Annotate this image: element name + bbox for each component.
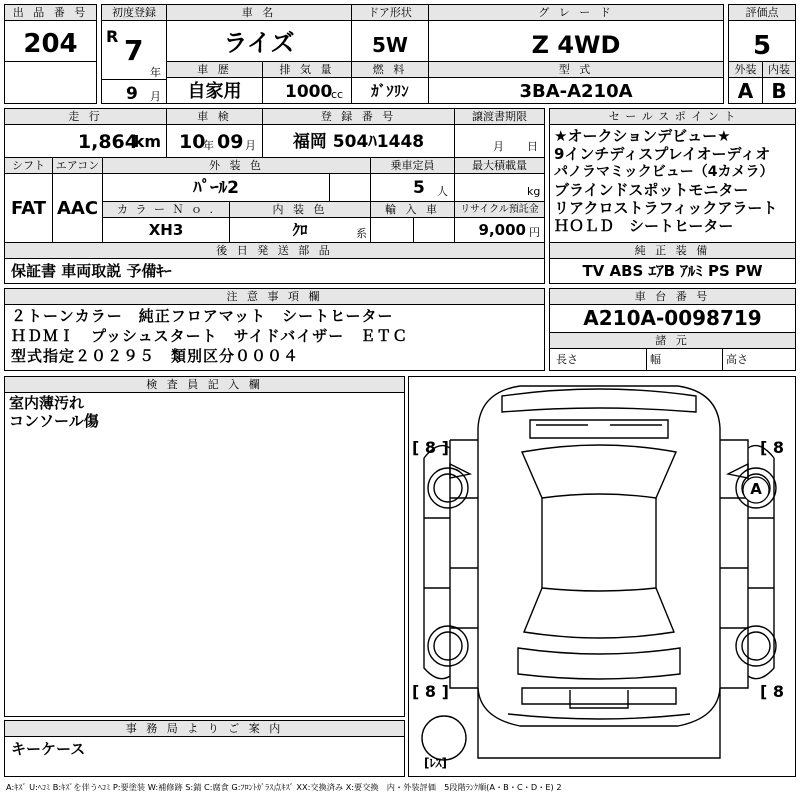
inspector-label: 検 査 員 記 入 欄	[5, 377, 404, 393]
shift-box	[4, 157, 53, 243]
notes-label: 注 意 事 項 欄	[5, 289, 544, 305]
transfer-box	[454, 108, 545, 158]
notes-box	[4, 288, 545, 371]
year-unit: 年	[150, 66, 161, 79]
car-body-diagram	[410, 378, 794, 775]
recycle-fee: 9,000	[478, 221, 526, 239]
model-label: 型 式	[429, 62, 723, 78]
recycle-unit: 円	[529, 226, 540, 239]
score: 5	[752, 31, 772, 61]
model-code: 3BA-A210A	[519, 81, 633, 102]
inspection-month-unit: 月	[245, 139, 256, 152]
notes-line: ＨＤＭＩ プッシュスタート サイドバイザー ＥＴＣ	[11, 327, 409, 345]
int-color-box	[229, 201, 371, 243]
inspector-note: コンソール傷	[9, 412, 99, 430]
height-label: 高さ	[726, 353, 748, 366]
car-name: ライズ	[223, 29, 295, 57]
sales-points-label: セ ー ル ス ポ イ ン ト	[550, 109, 795, 125]
notes-line: ２トーンカラー 純正フロアマット シートヒーター	[11, 307, 394, 325]
ac-label: エアコン	[53, 158, 102, 174]
displacement-box	[262, 61, 352, 104]
first-reg-month: 9	[126, 84, 138, 104]
damage-mark: A	[750, 480, 762, 498]
transfer-label: 譲渡書期限	[455, 109, 544, 125]
inspection-box	[166, 108, 263, 158]
tire-rear-left: [ 8 ]	[412, 682, 449, 701]
transfer-day-unit: 日	[527, 140, 538, 153]
grade-label: グ レ ー ド	[429, 5, 723, 21]
interior-color: ｸﾛ	[292, 221, 308, 239]
door-type: 5W	[372, 33, 408, 57]
history-box	[166, 61, 263, 104]
import-label: 輸 入 車	[371, 202, 454, 218]
door-box	[351, 4, 429, 62]
exterior-color: ﾊﾟｰﾙ2	[193, 178, 239, 198]
score-box	[728, 4, 796, 62]
recycle-label: リサイクル預託金	[455, 202, 544, 218]
import-box	[370, 201, 455, 243]
sales-point-line: ★オークションデビュー★	[554, 127, 731, 145]
fuel: ｶﾞｿﾘﾝ	[371, 82, 409, 100]
lot-number-lower	[4, 61, 97, 104]
capacity: 5	[413, 178, 425, 198]
later-parts: 保証書 車両取説 予備ｷｰ	[11, 262, 172, 280]
interior-grade: B	[771, 79, 787, 103]
shift: FAT	[10, 198, 47, 219]
chassis-box	[549, 288, 796, 371]
displacement-label: 排 気 量	[263, 62, 351, 78]
color-label: 外 装 色	[103, 158, 370, 174]
office-box	[4, 720, 405, 777]
chassis-number: A210A-0098719	[583, 306, 762, 330]
car-name-label: 車 名	[167, 5, 351, 21]
later-parts-box	[4, 242, 545, 284]
mileage-label: 走 行	[5, 109, 166, 125]
int-color-label: 内 装 色	[230, 202, 370, 218]
width-label: 幅	[650, 353, 661, 366]
plate-number: 福岡 504ﾊ1448	[292, 132, 425, 152]
equipment-label: 純 正 装 備	[550, 243, 795, 259]
dims-label: 諸 元	[550, 332, 795, 349]
inspector-box	[4, 376, 405, 717]
color-no-label: カ ラ ー Ｎ ｏ .	[103, 202, 229, 218]
color-box	[102, 157, 371, 202]
sales-point-line: 9インチディスプレイオーディオ	[554, 145, 771, 163]
lot-number-label: 出 品 番 号	[5, 5, 96, 21]
capacity-box	[370, 157, 455, 202]
tire-front-left: [ 8 ]	[412, 438, 449, 457]
car-name-box	[166, 4, 352, 62]
sales-point-line: ＨＯＬＤ シートヒーター	[554, 217, 734, 235]
fuel-label: 燃 料	[352, 62, 428, 78]
interior-label: 内装	[763, 62, 795, 78]
grade-box	[428, 4, 724, 62]
color-number: XH3	[148, 221, 184, 239]
first-reg-box	[101, 4, 167, 104]
month-unit: 月	[150, 90, 161, 103]
load-label: 最大積載量	[455, 158, 544, 174]
inspection-label: 車 検	[167, 109, 262, 125]
history-label: 車 歴	[167, 62, 262, 78]
office-note: キーケース	[11, 740, 86, 758]
recycle-box	[454, 201, 545, 243]
fuel-box	[351, 61, 429, 104]
sales-point-line: リアクロストラフィックアラート	[554, 199, 778, 217]
mileage-unit: km	[133, 132, 161, 151]
spare-tire-label: [ﾚｽ]	[424, 756, 447, 770]
length-label: 長さ	[556, 353, 578, 366]
load-unit: kg	[527, 185, 541, 198]
load-box	[454, 157, 545, 202]
interior-color-unit: 系	[356, 227, 367, 240]
history: 自家用	[187, 81, 242, 102]
first-reg-year: 7	[124, 34, 144, 67]
color-no-box	[102, 201, 230, 243]
capacity-label: 乗車定員	[371, 158, 454, 174]
legend: A:ｷｽﾞ U:ﾍｺﾐ B:ｷｽﾞを伴うﾍｺﾐ P:要塗装 W:補修跡 S:錆 C:腐食 G:ﾌﾛﾝﾄｶﾞﾗｽ点ｷｽﾞ XX:交換済み X:要交換 内・外装評価 5段階ﾗﾝｸ順(A・B・C・D・E) 2	[6, 782, 562, 792]
tire-front-right: [ 8	[760, 438, 785, 457]
plate-box	[262, 108, 455, 158]
exterior-label: 外装	[729, 62, 762, 78]
plate-label: 登 録 番 号	[263, 109, 454, 125]
office-label: 事 務 局 よ り ご 案 内	[5, 721, 404, 737]
model-box	[428, 61, 724, 104]
exterior-grade: A	[737, 79, 754, 103]
capacity-unit: 人	[437, 185, 448, 198]
lot-number: 204	[23, 29, 78, 59]
exterior-box	[728, 61, 763, 104]
score-label: 評価点	[729, 5, 795, 21]
grade: Z 4WD	[531, 31, 621, 59]
standard-equipment: TV ABS ｴｱB ｱﾙﾐ PS PW	[582, 262, 763, 280]
displacement: 1000	[285, 82, 333, 102]
sales-point-line: パノラマミックビュー（4カメラ）	[554, 164, 774, 180]
inspector-note: 室内薄汚れ	[9, 394, 85, 412]
door-label: ドア形状	[352, 5, 428, 21]
first-reg-label: 初度登録	[102, 5, 166, 21]
era: R	[106, 27, 119, 46]
later-parts-label: 後 日 発 送 部 品	[5, 243, 544, 259]
air-conditioner: AAC	[56, 198, 99, 219]
inspection-month: 09	[217, 131, 244, 153]
sales-point-line: ブラインドスポットモニター	[554, 181, 749, 199]
shift-label: シフト	[5, 158, 52, 174]
inspection-year-unit: 年	[203, 139, 214, 152]
inspection-year: 10	[179, 131, 206, 153]
equipment-box	[549, 242, 796, 284]
chassis-label: 車 台 番 号	[550, 289, 795, 305]
sales-points-box	[549, 108, 796, 243]
ac-box	[52, 157, 103, 243]
displacement-unit: cc	[331, 88, 344, 101]
mileage: 1,864	[77, 131, 138, 153]
notes-line: 型式指定２０２９５ 類別区分０００４	[11, 347, 300, 365]
tire-rear-right: [ 8	[760, 682, 785, 701]
interior-box	[762, 61, 796, 104]
lot-number-box	[4, 4, 97, 62]
mileage-box	[4, 108, 167, 158]
transfer-month-unit: 月	[493, 140, 504, 153]
